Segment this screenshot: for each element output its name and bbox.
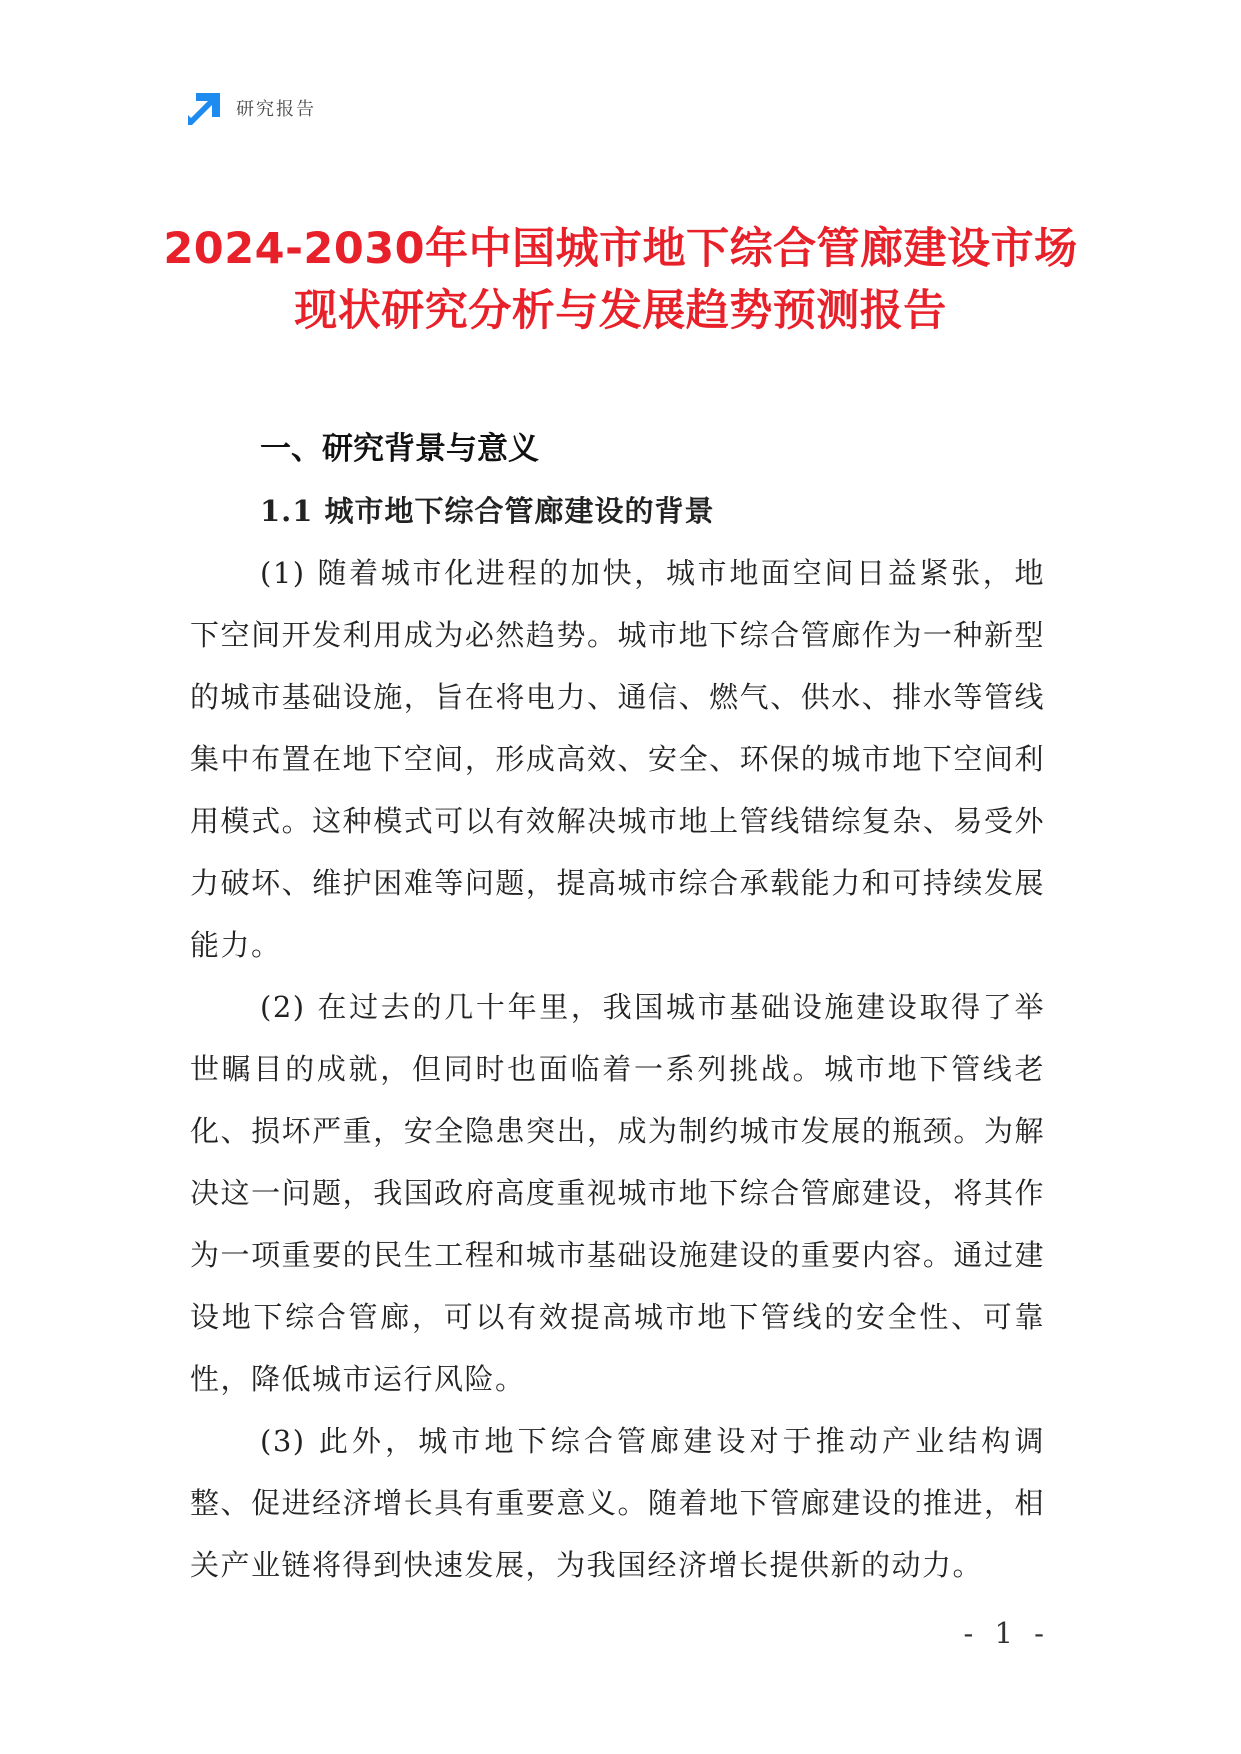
paragraph-2: (2) 在过去的几十年里，我国城市基础设施建设取得了举世瞩目的成就，但同时也面临着一系列挑战。城市地下管线老化、损坏严重，安全隐患突出，成为制约城市发展的瓶颈。为解决这一问题，我国政府高度重视城市地下综合管廊建设，将其作为一项重要的民生工程和城市基础设施建设的重要内容。通过建设地下综合管廊，可以有效提高城市地下管线的安全性、可靠性，降低城市运行风险。: [190, 990, 1045, 1396]
paragraph-1: (1) 随着城市化进程的加快，城市地面空间日益紧张，地下空间开发利用成为必然趋势。城市地下综合管廊作为一种新型的城市基础设施，旨在将电力、通信、燃气、供水、排水等管线集中布置在地下空间，形成高效、安全、环保的城市地下空间利用模式。这种模式可以有效解决城市地上管线错综复杂、易受外力破坏、维护困难等问题，提高城市综合承载能力和可持续发展能力。: [190, 556, 1045, 962]
page-number: - 1 -: [963, 1616, 1050, 1650]
header-label: 研究报告: [236, 99, 316, 120]
document-body: [190, 418, 1045, 1596]
document-title: 2024-2030年中国城市地下综合管廊建设市场现状研究分析与发展趋势预测报告: [163, 224, 1078, 336]
section-heading: 一、研究背景与意义: [260, 431, 539, 467]
document-header: [188, 90, 316, 126]
arrow-up-right-icon: [188, 91, 222, 125]
paragraph-3: (3) 此外，城市地下综合管廊建设对于推动产业结构调整、促进经济增长具有重要意义。随着地下管廊建设的推进，相关产业链将得到快速发展，为我国经济增长提供新的动力。: [190, 1424, 1045, 1582]
subsection-heading: 1.1 城市地下综合管廊建设的背景: [260, 494, 715, 528]
